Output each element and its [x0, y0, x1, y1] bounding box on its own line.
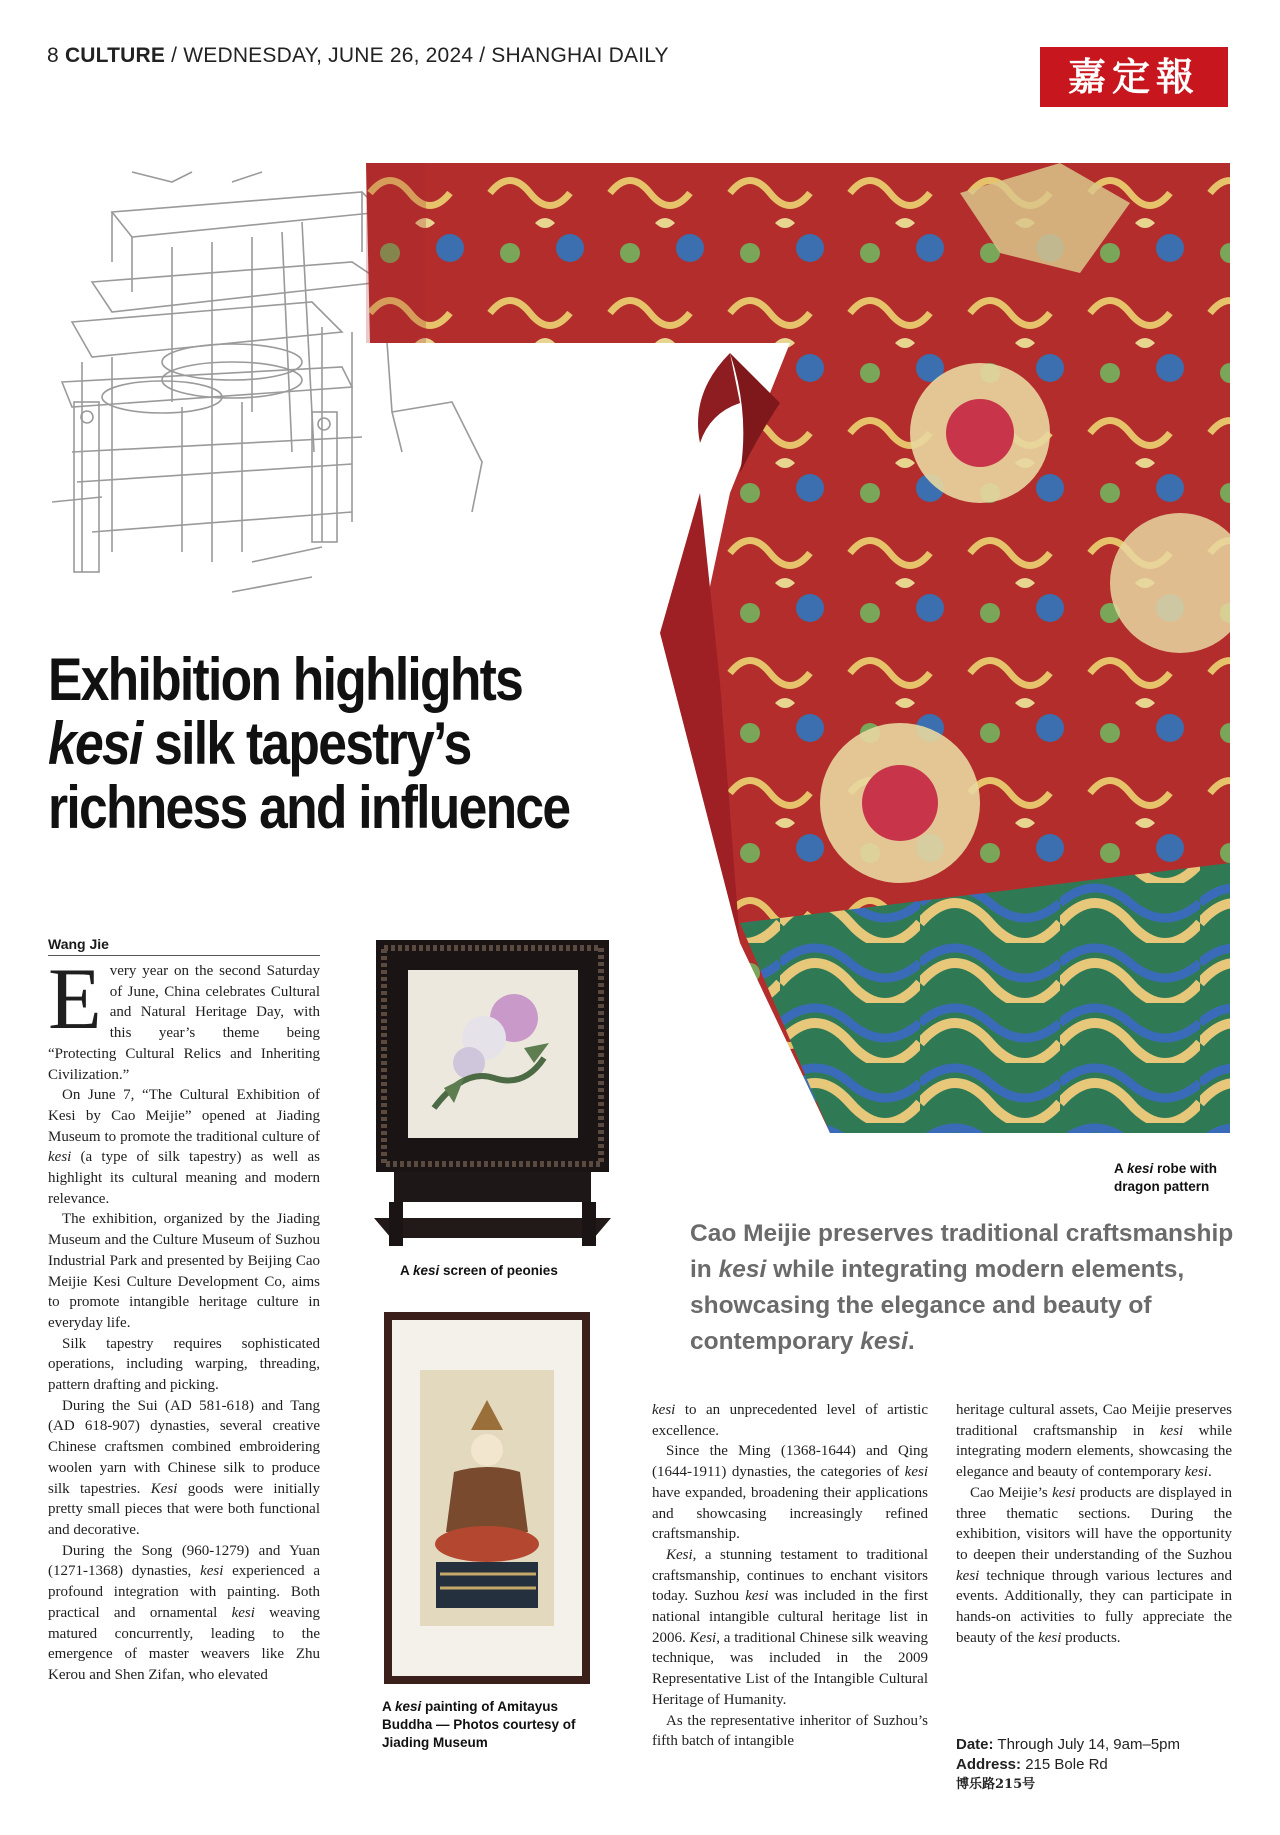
caption-text: A: [382, 1699, 395, 1714]
caption-text: screen of peonies: [439, 1263, 558, 1278]
paragraph-text: weaving matured concurrently, leading to the emergence of master weavers like Zhu Kerou and Shen Zifan, who elevated: [48, 1604, 320, 1683]
paragraph-text: .: [1207, 1464, 1212, 1481]
paragraph-text: Since the Ming (1368-1644) and Qing (1644-1911) dynasties, the categories of: [652, 1443, 928, 1481]
paragraph-text: , a stunning testament to traditional craftsmanship, continues to enchant visitors today. Suzhou: [652, 1546, 928, 1605]
italic-term: kesi: [904, 1464, 928, 1481]
info-value: 215 Bole Rd: [1021, 1756, 1108, 1773]
paragraph: [48, 1396, 320, 1541]
byline: Wang Jie: [48, 936, 320, 956]
info-label: Date:: [956, 1736, 994, 1753]
italic-term: kesi: [413, 1263, 440, 1278]
italic-term: kesi: [1038, 1629, 1062, 1646]
event-address: [956, 1755, 1236, 1775]
paragraph: [956, 1400, 1232, 1483]
headline-kesi: kesi: [48, 710, 142, 777]
italic-term: kesi: [718, 1256, 767, 1283]
italic-term: kesi: [860, 1328, 908, 1355]
paragraph-text: goods were initially pretty small pieces that were both functional and decorative.: [48, 1480, 320, 1538]
pull-quote: [690, 1216, 1250, 1360]
italic-term: kesi: [652, 1402, 676, 1418]
italic-term: kesi: [231, 1604, 255, 1621]
italic-term: Kesi: [150, 1480, 178, 1497]
paragraph-text: During the Sui (AD 581-618) and Tang (AD 618-907) dynasties, several creative Chinese craftsmen combined embroidering woolen yarn with Chinese silk to produce silk tapestries.: [48, 1397, 320, 1497]
italic-term: kesi: [48, 1149, 72, 1166]
page-number: 8: [47, 44, 59, 67]
paragraph-text: very year on the second Saturday of June, China celebrates Cultural and Natural Heritage Day, with this year’s theme being “Protecting Cultural Relics and Inheriting Civilization.”: [48, 963, 320, 1083]
paragraph: [652, 1441, 928, 1545]
italic-term: kesi: [1127, 1161, 1154, 1176]
section-name: CULTURE: [64, 44, 166, 67]
italic-term: kesi: [395, 1699, 422, 1714]
caption-text: robe with dragon pattern: [1114, 1161, 1218, 1194]
headline-line-2: [48, 712, 650, 776]
paragraph: [48, 1085, 320, 1209]
paragraph: As the representative inheritor of Suzhou’s fifth batch of intangible: [652, 1712, 928, 1750]
headline-line-3: richness and influence: [48, 774, 570, 841]
italic-term: kesi: [1052, 1484, 1076, 1501]
date-line: / WEDNESDAY, JUNE 26, 2024 / SHANGHAI DAILY: [171, 44, 669, 67]
headline-line-2-rest: silk tapestry’s: [141, 710, 471, 777]
italic-term: Kesi: [666, 1546, 693, 1563]
caption-text: A: [1114, 1161, 1127, 1176]
running-header: [47, 44, 669, 68]
article-column-3: [652, 1400, 928, 1752]
pull-quote-text: Cao Meijie preserves traditional craftsmanship in: [690, 1220, 1234, 1283]
paragraph-text: products.: [1061, 1629, 1121, 1646]
paragraph: [48, 1541, 320, 1686]
caption-robe: [1114, 1160, 1254, 1196]
italic-term: kesi: [1159, 1422, 1184, 1439]
paragraph: [652, 1400, 928, 1441]
italic-term: kesi: [745, 1588, 769, 1605]
paragraph-text: heritage cultural assets, Cao Meijie preserves traditional craftsmanship in: [956, 1402, 1232, 1439]
paragraph: [652, 1545, 928, 1711]
paragraph: [956, 1483, 1232, 1649]
italic-term: kesi: [200, 1563, 224, 1580]
article-column-1: [48, 951, 320, 1686]
event-info: [956, 1735, 1236, 1795]
headline: [48, 648, 650, 840]
pull-quote-text: .: [907, 1328, 915, 1355]
paragraph: Silk tapestry requires sophisticated operations, including warping, threading, pattern drafting and picking.: [48, 1335, 320, 1394]
paragraph-text: to an unprecedented level of artistic excellence.: [652, 1402, 928, 1439]
paragraph-text: was included in the first national intangible cultural heritage list in 2006.: [652, 1588, 928, 1646]
paragraph-text: Cao Meijie’s: [970, 1484, 1053, 1501]
headline-line-1: Exhibition highlights: [48, 646, 523, 713]
paragraph: [48, 951, 320, 1085]
paragraph-text: have expanded, broadening their applications and showcasing increasingly refined craftsmanship.: [652, 1484, 928, 1543]
paragraph-text: During the Song (960-1279) and Yuan (1271-1368) dynasties,: [48, 1542, 320, 1580]
paragraph-text: experienced a profound integration with painting. Both practical and ornamental: [48, 1563, 320, 1621]
kesi-peony-screen-photo: [374, 938, 611, 1250]
paragraph-text: (a type of silk tapestry) as well as highlight its cultural meaning and modern relevance.: [48, 1149, 320, 1207]
paragraph: The exhibition, organized by the Jiading Museum and the Culture Museum of Suzhou Industrial Park and presented by Beijing Cao Meijie Kesi Culture Development Co, aims to promote intangible heritage culture in everyday life.: [48, 1211, 320, 1331]
caption-painting: [382, 1698, 612, 1752]
event-address-chinese: 博乐路215号: [956, 1777, 1036, 1792]
italic-term: kesi: [956, 1567, 980, 1584]
pull-quote-text: while integrating modern elements, showcasing the elegance and beauty of contemporary: [690, 1256, 1185, 1355]
paragraph-text: while integrating modern elements, showcasing the elegance and beauty of contemporary: [956, 1422, 1232, 1481]
caption-screen: [400, 1262, 558, 1280]
jiading-daily-logo: 嘉定報: [1040, 47, 1228, 107]
article-column-4: [956, 1400, 1232, 1648]
caption-text: A: [400, 1263, 413, 1278]
info-value: Through July 14, 9am–5pm: [993, 1736, 1181, 1753]
paragraph-text: On June 7, “The Cultural Exhibition of Kesi by Cao Meijie” opened at Jiading Museum to promote the traditional culture of: [48, 1087, 320, 1145]
italic-term: Kesi: [689, 1629, 717, 1646]
event-date: [956, 1735, 1236, 1755]
paragraph-text: products are displayed in three thematic sections. During the exhibition, visitors will have the opportunity to deepen their understanding of the Suzhou: [956, 1484, 1232, 1563]
info-label: Address:: [956, 1756, 1022, 1773]
paragraph-text: , a traditional Chinese silk weaving technique, was included in the 2009 Representative List of the Intangible Cultural Heritage of Humanity.: [652, 1629, 929, 1708]
drop-cap: E: [48, 951, 102, 1048]
paragraph-text: technique through various lectures and events. Additionally, they can participate in hands-on activities to fully appreciate the beauty of the: [956, 1567, 1232, 1646]
italic-term: kesi: [1184, 1464, 1208, 1481]
kesi-amitayus-painting-photo: [384, 1312, 590, 1684]
caption-text: painting of Amitayus Buddha — Photos courtesy of Jiading Museum: [382, 1699, 576, 1750]
